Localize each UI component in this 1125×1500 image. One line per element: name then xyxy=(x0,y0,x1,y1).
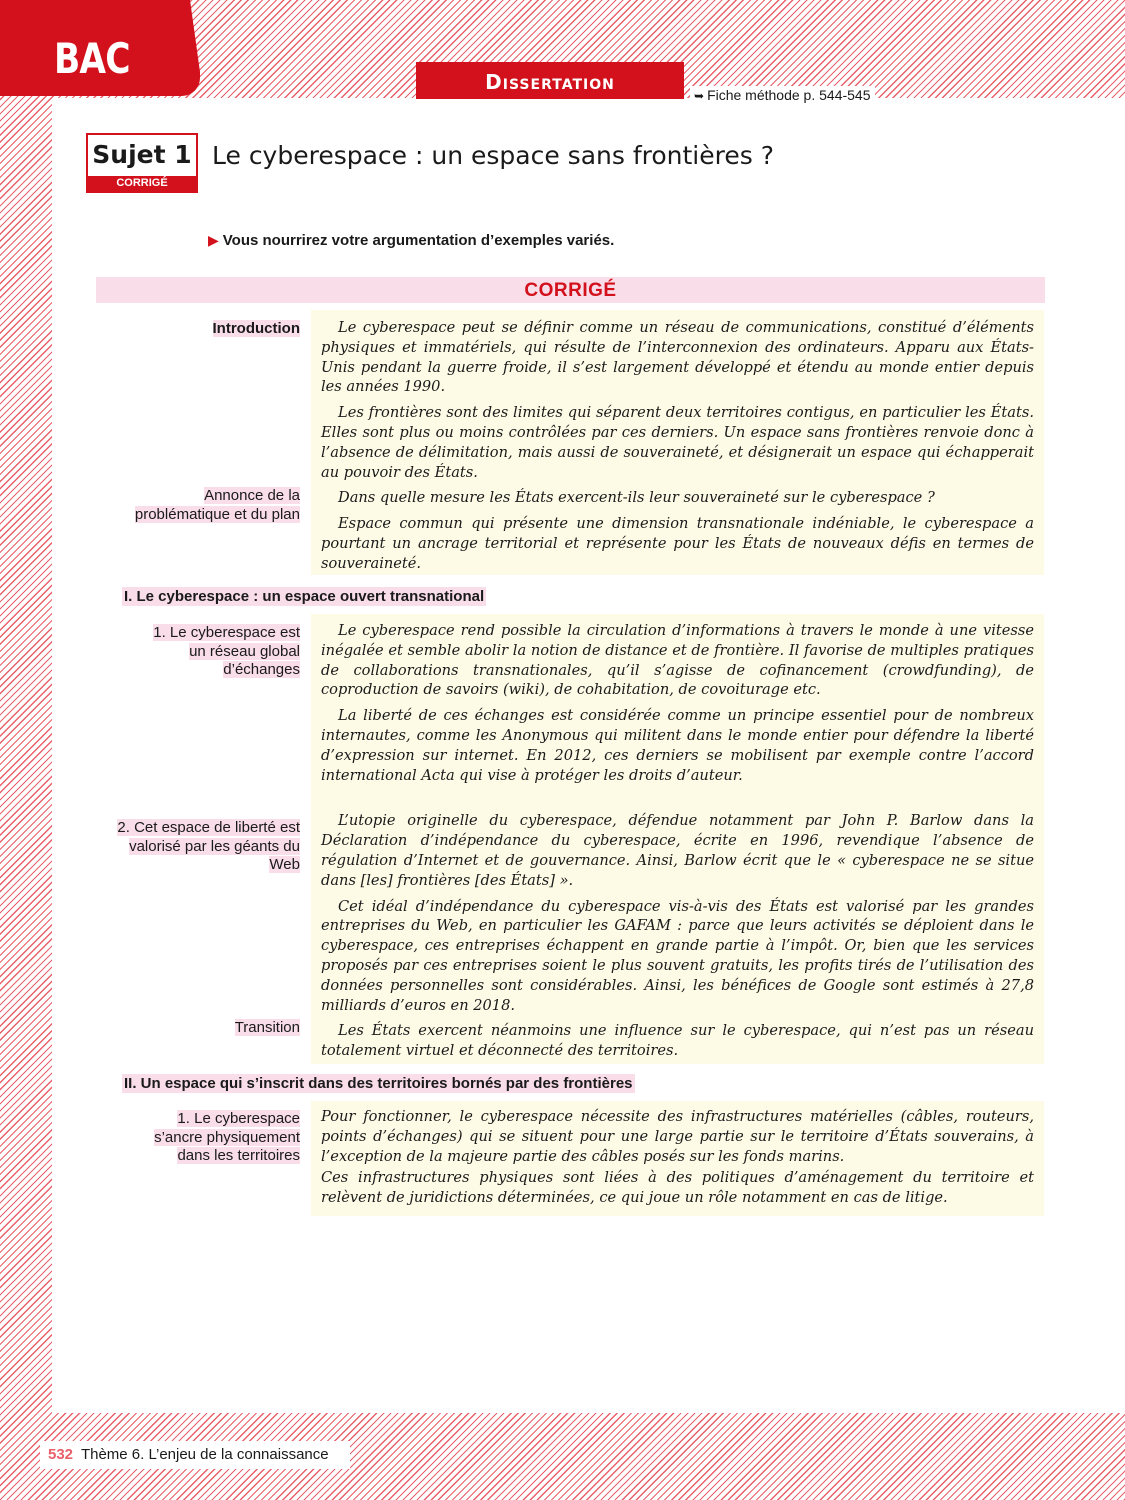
part1-s1-paragraph-1: Le cyberespace rend possible la circulation d’informations à travers le monde à une vitesse inégalée et semble abolir la notion de distance et de frontière. Il favorise de multiples pratiques de collaborations transnationales, qu’il s’agisse de cofinancement (crowdfunding), de coproduction de savoirs (wiki), de cohabitation, de covoiturage etc. xyxy=(321,622,1034,699)
page-footer xyxy=(40,1441,350,1469)
label-introduction: Introduction xyxy=(212,320,300,337)
label-part2-section1: 1. Le cyberespace s’ancre physiquement dans les territoires xyxy=(154,1110,300,1164)
label-part1-section1: 1. Le cyberespace est un réseau global d’échanges xyxy=(153,624,300,678)
label-part1-section2: 2. Cet espace de liberté est valorisé par les géants du Web xyxy=(117,819,300,873)
intro-textbox xyxy=(311,310,1044,575)
part2-s1-paragraph-1: Pour fonctionner, le cyberespace nécessite des infrastructures matérielles (câbles, routeurs, points d’échanges) qui se situent pour une large partie sur le territoire d’États souverains, à l’exception de la majeure partie des câbles posés sur les fonds marins. xyxy=(321,1108,1034,1165)
part-2-title: II. Un espace qui s’inscrit dans des territoires bornés par des frontières xyxy=(124,1075,633,1092)
arrow-right-icon: ➥ xyxy=(694,89,705,103)
subject-title: Le cyberespace : un espace sans frontières ? xyxy=(212,141,774,170)
part2-textbox xyxy=(311,1101,1044,1216)
label-annonce: Annonce de la problématique et du plan xyxy=(134,487,300,523)
intro-paragraph-2: Les frontières sont des limites qui séparent deux territoires contigus, en particulier les États. Elles sont plus ou moins contrôlées par ces derniers. Un espace sans frontières renvoie donc à l’absence de délimitation, mais aussi de souveraineté, et désignerait un espace qui échapperait au pouvoir des États. xyxy=(321,404,1034,481)
consigne xyxy=(208,232,614,249)
sujet-label: Sujet 1 xyxy=(92,140,192,169)
consigne-text: Vous nourrirez votre argumentation d’exemples variés. xyxy=(222,232,615,249)
part1-s2-paragraph-2: Cet idéal d’indépendance du cyberespace vis-à-vis des États est valorisé par les grandes entreprises du Web, en particulier les GAFAM : parce que leurs activités se déploient dans le cyberespace, ces entreprises échappent en grande partie à l’impôt. Or, bien que les services proposés par ces entreprises soient le plus souvent gratuits, les profits tirés de l’utilisation des données personnelles sont considérables. Ainsi, les bénéfices de Google sont estimés à 27,8 milliards d’euros en 2018. xyxy=(321,897,1034,1014)
part1-textbox xyxy=(311,614,1044,1064)
page-number: 532 xyxy=(48,1446,74,1463)
corrige-heading: CORRIGÉ xyxy=(96,277,1045,303)
part-1-title: I. Le cyberespace : un espace ouvert transnational xyxy=(124,588,485,605)
bac-label: BAC xyxy=(54,34,130,83)
intro-paragraph-3: Dans quelle mesure les États exercent-ils leur souveraineté sur le cyberespace ? xyxy=(338,489,935,507)
intro-paragraph-1: Le cyberespace peut se définir comme un réseau de communications, constitué d’éléments physiques et immatériels, qui résulte de l’interconnexion des ordinateurs. Apparu aux États-Unis pendant la guerre froide, il s’est largement développé et étendu au monde entier depuis les années 1990. xyxy=(321,319,1034,396)
part1-s1-paragraph-2: La liberté de ces échanges est considérée comme un principe essentiel pour de nombreux internautes, comme les Anonymous qui militent dans le monde entier pour défendre la liberté d’expression sur internet. En 2012, ces derniers se mobilisent par exemple contre l’accord international Acta qui vise à protéger les droits d’auteur. xyxy=(321,707,1034,784)
corrige-tag: CORRIGÉ xyxy=(88,176,196,191)
sujet-box xyxy=(86,133,198,193)
footer-theme: Thème 6. L’enjeu de la connaissance xyxy=(80,1446,329,1463)
part1-s2-paragraph-1: L’utopie originelle du cyberespace, défendue notamment par John P. Barlow dans la Déclaration d’indépendance du cyberespace, écrite en 1996, revendique l’absence de régulation d’Internet et de gouvernance. Ainsi, Barlow écrit que le « cyberespace ne se situe dans [les] frontières [des États] ». xyxy=(321,812,1034,889)
fiche-methode-text: Fiche méthode p. 544-545 xyxy=(707,87,871,103)
part1-transition: Les États exercent néanmoins une influence sur le cyberespace, qui n’est pas un réseau totalement virtuel et déconnecté des territoires. xyxy=(321,1022,1034,1060)
triangle-right-icon: ▶ xyxy=(208,232,219,248)
dissertation-banner: Dissertation xyxy=(416,62,684,99)
intro-paragraph-4: Espace commun qui présente une dimension transnationale indéniable, le cyberespace a pourtant un ancrage territorial et représente pour les États de nouveaux défis en termes de souveraineté. xyxy=(321,515,1034,572)
label-transition: Transition xyxy=(234,1019,300,1036)
fiche-methode-link[interactable] xyxy=(690,86,875,104)
part2-s1-paragraph-2: Ces infrastructures physiques sont liées à des politiques d’aménagement du territoire et relèvent de juridictions déterminées, ce qui joue un rôle notamment en cas de litige. xyxy=(321,1169,1034,1207)
